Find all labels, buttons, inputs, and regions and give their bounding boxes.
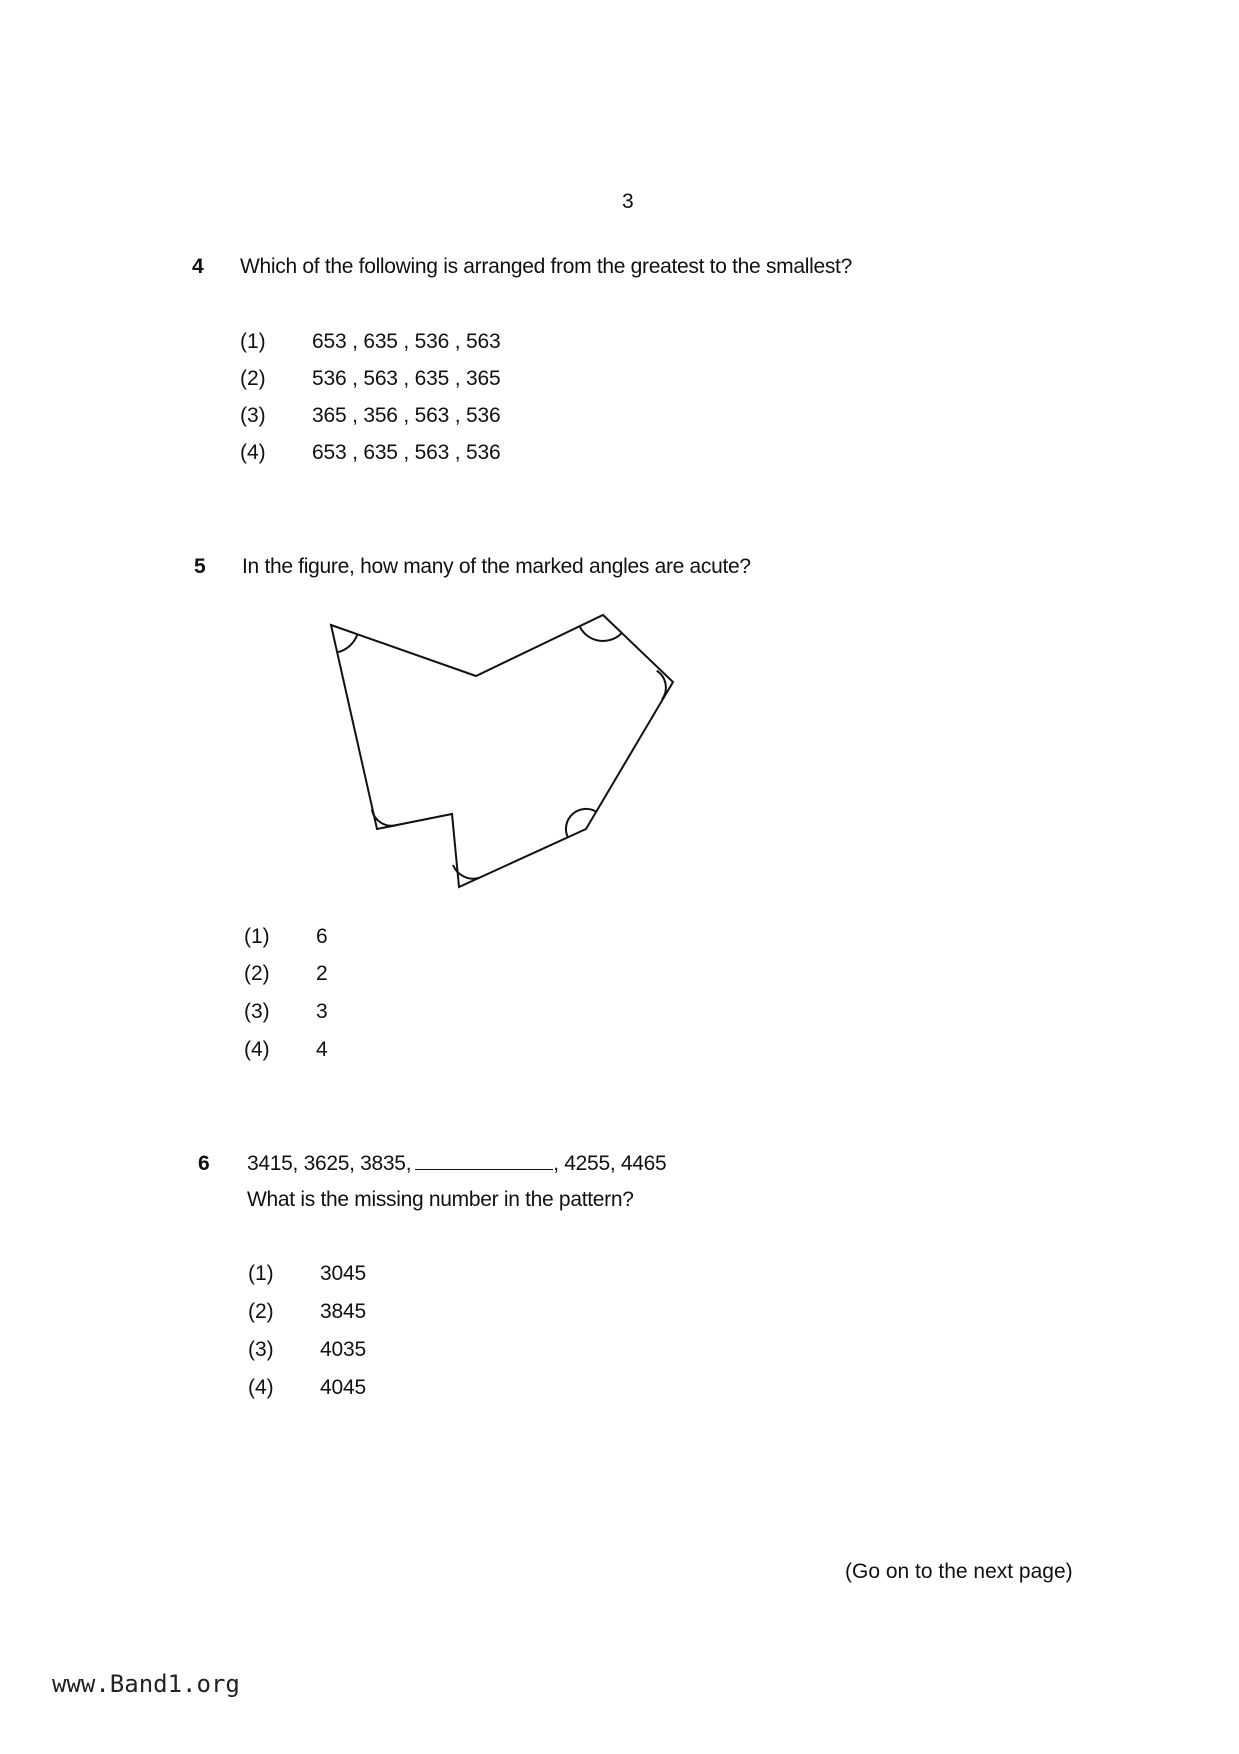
q5-option-1-value: 6 [316, 925, 328, 948]
q5-option-3-value: 3 [316, 1000, 328, 1023]
q5-option-4-label: (4) [244, 1038, 270, 1061]
q6-option-2-label: (2) [248, 1300, 274, 1323]
polygon-outline [331, 615, 673, 887]
q5-option-2-value: 2 [316, 962, 328, 985]
q5-option-4-value: 4 [316, 1038, 328, 1061]
pattern-start: 3415, 3625, 3835, [247, 1152, 412, 1175]
q6-option-4-value: 4045 [320, 1376, 366, 1399]
q4-option-1-label: (1) [240, 330, 266, 353]
q6-option-3-value: 4035 [320, 1338, 366, 1361]
question-4-text: Which of the following is arranged from the greatest to the smallest? [240, 255, 852, 278]
q5-option-3-label: (3) [244, 1000, 270, 1023]
angle-arc-top-left [338, 634, 357, 652]
question-5-number: 5 [194, 555, 206, 578]
q4-option-3-value: 365 , 356 , 563 , 536 [312, 404, 501, 427]
q4-option-4-value: 653 , 635 , 563 , 536 [312, 441, 501, 464]
q6-option-3-label: (3) [248, 1338, 274, 1361]
question-6-text: What is the missing number in the pattern? [247, 1188, 634, 1211]
question-4-number: 4 [192, 255, 204, 278]
q6-option-2-value: 3845 [320, 1300, 366, 1323]
polygon-figure [320, 605, 680, 895]
angle-arc-lower-right [566, 809, 596, 837]
website-watermark: www.Band1.org [52, 1670, 240, 1698]
q4-option-4-label: (4) [240, 441, 266, 464]
page-number: 3 [622, 190, 634, 213]
q4-option-3-label: (3) [240, 404, 266, 427]
q6-option-1-value: 3045 [320, 1262, 366, 1285]
q5-option-1-label: (1) [244, 925, 270, 948]
q4-option-2-value: 536 , 563 , 635 , 365 [312, 367, 501, 390]
q6-option-4-label: (4) [248, 1376, 274, 1399]
q5-option-2-label: (2) [244, 962, 270, 985]
q4-option-2-label: (2) [240, 367, 266, 390]
go-on-next-page: (Go on to the next page) [845, 1560, 1073, 1583]
q6-option-1-label: (1) [248, 1262, 274, 1285]
pattern-end: , 4255, 4465 [553, 1152, 667, 1175]
question-6-number: 6 [198, 1152, 210, 1175]
question-6-pattern [247, 1152, 666, 1176]
q4-option-1-value: 653 , 635 , 536 , 563 [312, 330, 501, 353]
pattern-blank [415, 1153, 553, 1170]
angle-arc-top-right [580, 626, 622, 641]
question-5-text: In the figure, how many of the marked angles are acute? [242, 555, 751, 578]
